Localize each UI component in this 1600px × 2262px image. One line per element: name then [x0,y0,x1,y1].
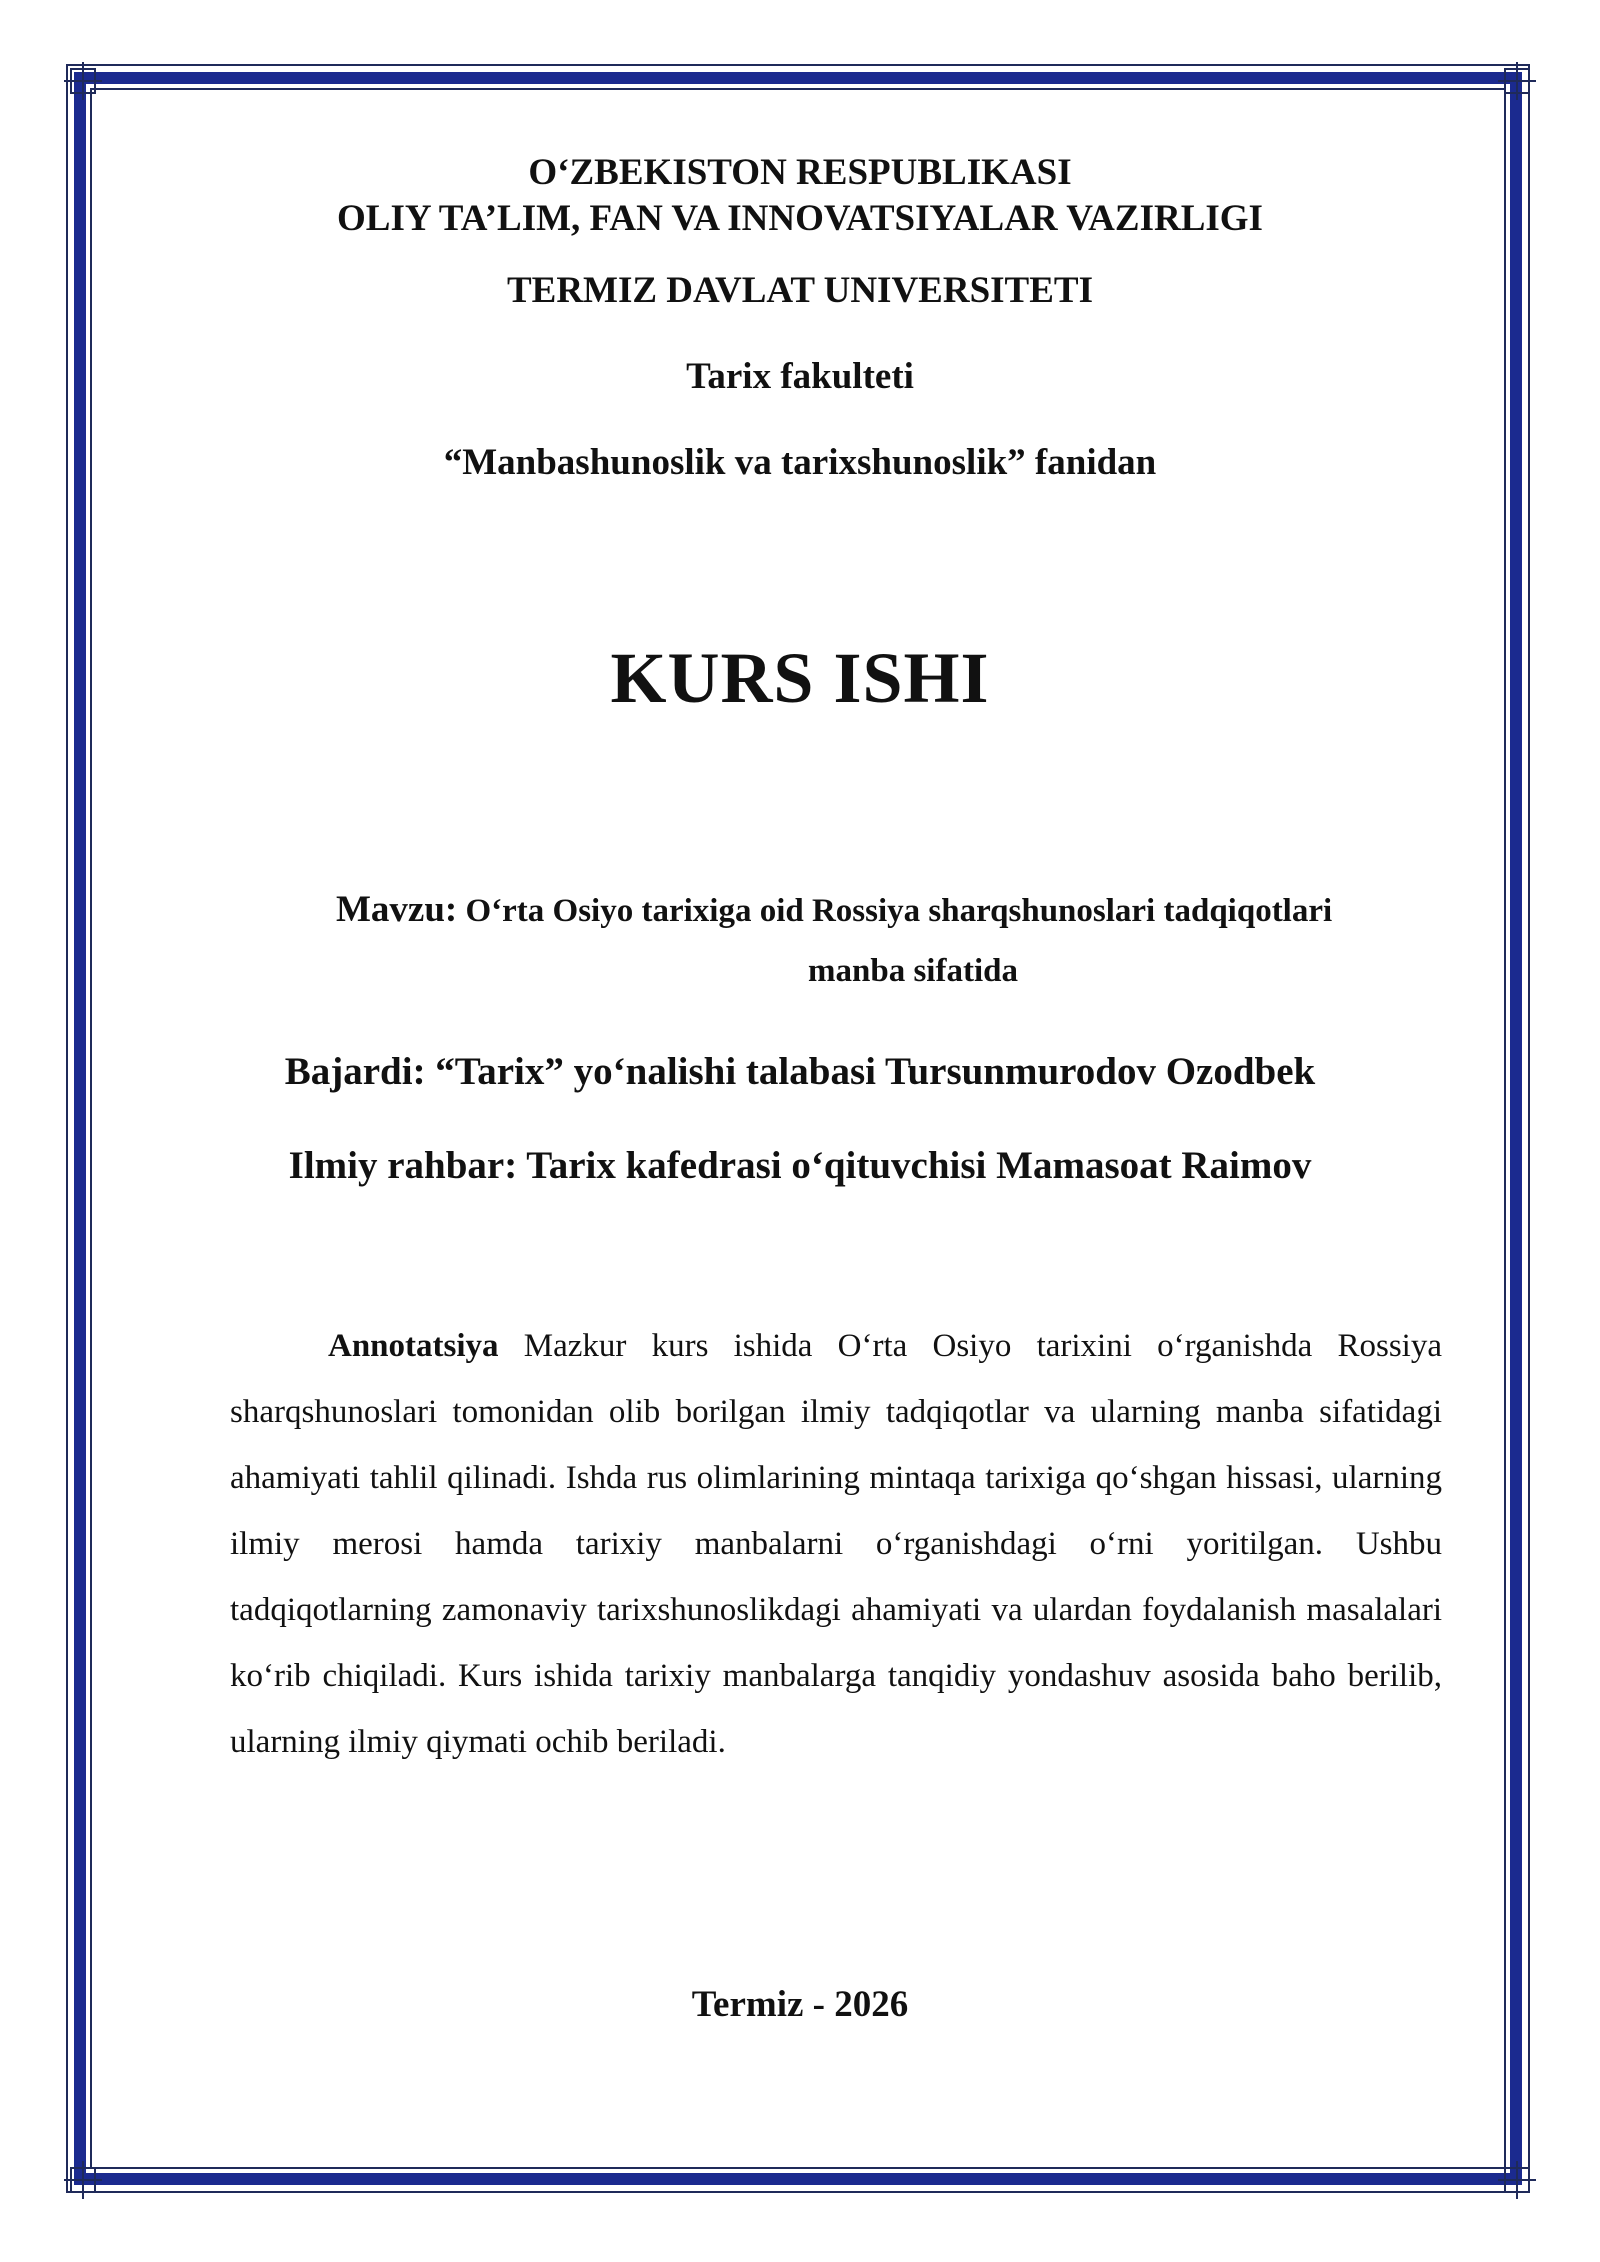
republic-name: O‘ZBEKISTON RESPUBLIKASI [528,152,1072,193]
border-corner-ornament [70,2167,96,2193]
city-year: Termiz - 2026 [691,1984,909,2025]
faculty-name: Tarix fakulteti [686,356,914,397]
border-corner-ornament [1504,68,1530,94]
border-corner-ornament [1504,2167,1530,2193]
topic-block [110,880,1490,1001]
supervisor-line: Ilmiy rahbar: Tarix kafedrasi o‘qituvchisi Mamasoat Raimov [288,1144,1312,1187]
abstract-text: Mazkur kurs ishida O‘rta Osiyo tarixini o‘rganishda Rossiya sharqshunoslari tomonidan olib borilgan ilmiy tadqiqotlar va ularning manba sifatidagi ahamiyati tahlil qilinadi. Ishda rus olimlarining mintaqa tarixiga qo‘shgan hissasi, ularning ilmiy merosi hamda tarixiy manbalarni o‘rganishdagi o‘rni yoritilgan. Ushbu tadqiqotlarning zamonaviy tarixshunoslikdagi ahamiyati va ulardan foydalanish masalalari ko‘rib chiqiladi. Kurs ishida tarixiy manbalarga tanqidiy yondashuv asosida baho berilib, ularning ilmiy qiymati ochib beriladi. [230,1328,1442,1760]
topic-label: Mavzu: [336,889,458,930]
topic-text-line1: O‘rta Osiyo tarixiga oid Rossiya sharqshunoslari tadqiqotlari [465,893,1333,929]
institution-header [110,150,1490,486]
title-page-content [110,150,1490,1808]
subject-name: “Manbashunoslik va tarixshunoslik” fanidan [443,442,1157,483]
document-title: KURS ISHI [610,638,990,718]
abstract-paragraph [230,1313,1442,1775]
border-corner-ornament [70,68,96,94]
abstract-label: Annotatsiya [328,1328,499,1364]
university-name: TERMIZ DAVLAT UNIVERSITETI [506,270,1093,311]
ministry-name: OLIY TA’LIM, FAN VA INNOVATSIYALAR VAZIRLIGI [337,198,1263,239]
topic-text-line2: manba sifatida [808,953,1018,989]
performer-line: Bajardi: “Tarix” yo‘nalishi talabasi Tursunmurodov Ozodbek [284,1050,1316,1093]
